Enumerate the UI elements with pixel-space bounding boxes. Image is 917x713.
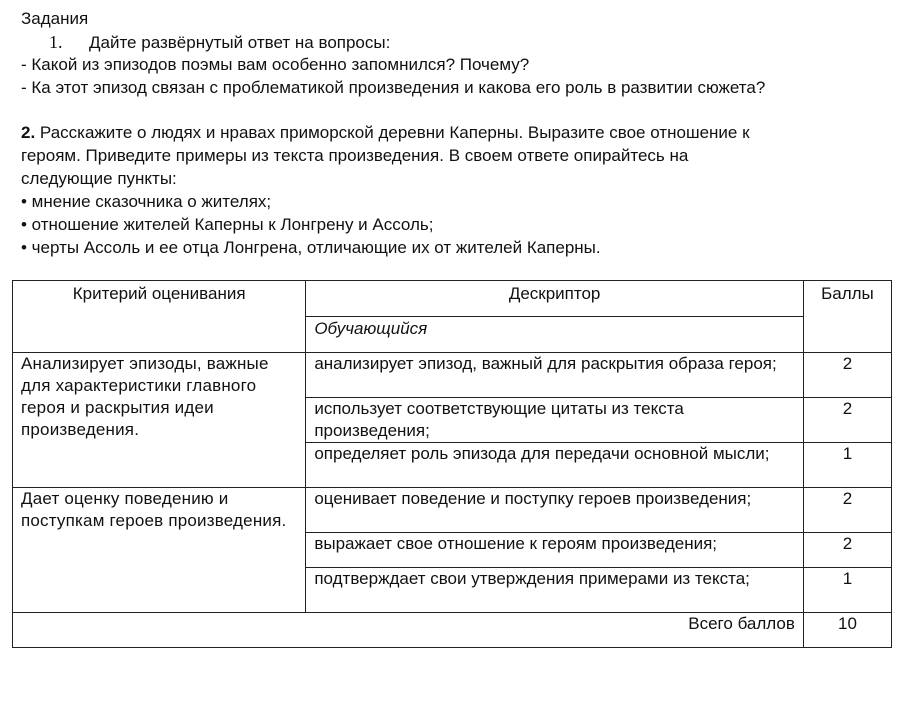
task-2-line: следующие пункты:: [21, 169, 177, 188]
total-label: Всего баллов: [13, 613, 804, 648]
descriptor: выражает свое отношение к героям произведения;: [306, 533, 804, 568]
score: 1: [803, 443, 891, 488]
task-2-bullet: • отношение жителей Каперны к Лонгрену и Ассоль;: [21, 215, 434, 234]
score: 2: [803, 533, 891, 568]
criteria-table: [12, 280, 892, 648]
task-2-line: [21, 121, 901, 144]
task-2-bullet: • мнение сказочника о жителях;: [21, 192, 272, 211]
total-value: 10: [803, 613, 891, 648]
task-2-text: Расскажите о людях и нравах приморской деревни Каперны. Выразите свое отношение к: [39, 123, 750, 142]
criterion-1: Анализирует эпизоды, важные для характеристики главного героя и раскрытия идеи произведения.: [13, 353, 306, 488]
descriptor: определяет роль эпизода для передачи основной мысли;: [306, 443, 804, 488]
task-1-number: 1.: [49, 32, 63, 52]
score: 2: [803, 353, 891, 398]
task-2-bullet: • черты Ассоль и ее отца Лонгрена, отличающие их от жителей Каперны.: [21, 238, 601, 257]
score: 1: [803, 568, 891, 613]
subheader-student: Обучающийся: [306, 317, 804, 353]
descriptor: оценивает поведение и поступку героев произведения;: [306, 488, 804, 533]
task-2-line: героям. Приведите примеры из текста произведения. В своем ответе опирайтесь на: [21, 146, 689, 165]
descriptor: анализирует эпизод, важный для раскрытия образа героя;: [306, 353, 804, 398]
descriptor: использует соответствующие цитаты из текста произведения;: [306, 398, 804, 443]
total-row: [13, 613, 892, 648]
table-row: [13, 353, 892, 398]
descriptor: подтверждает свои утверждения примерами из текста;: [306, 568, 804, 613]
task-1-text: Дайте развёрнутый ответ на вопросы:: [89, 33, 391, 52]
score: 2: [803, 488, 891, 533]
criterion-2: Дает оценку поведению и поступкам героев произведения.: [13, 488, 306, 613]
task-2-block: [21, 121, 901, 259]
task-1-question-1: - Какой из эпизодов поэмы вам особенно запомнился? Почему?: [21, 55, 530, 74]
header-criterion: Критерий оценивания: [13, 281, 306, 353]
table-row: [13, 488, 892, 533]
header-descriptor: Дескриптор: [306, 281, 804, 317]
task-2-number: 2.: [21, 123, 36, 142]
page-title: Задания: [21, 9, 89, 28]
task-1-question-2: - Ка этот эпизод связан с проблематикой произведения и какова его роль в развитии сюжета?: [21, 78, 766, 97]
task-1-prompt: [49, 31, 390, 54]
score: 2: [803, 398, 891, 443]
header-score: Баллы: [803, 281, 891, 353]
